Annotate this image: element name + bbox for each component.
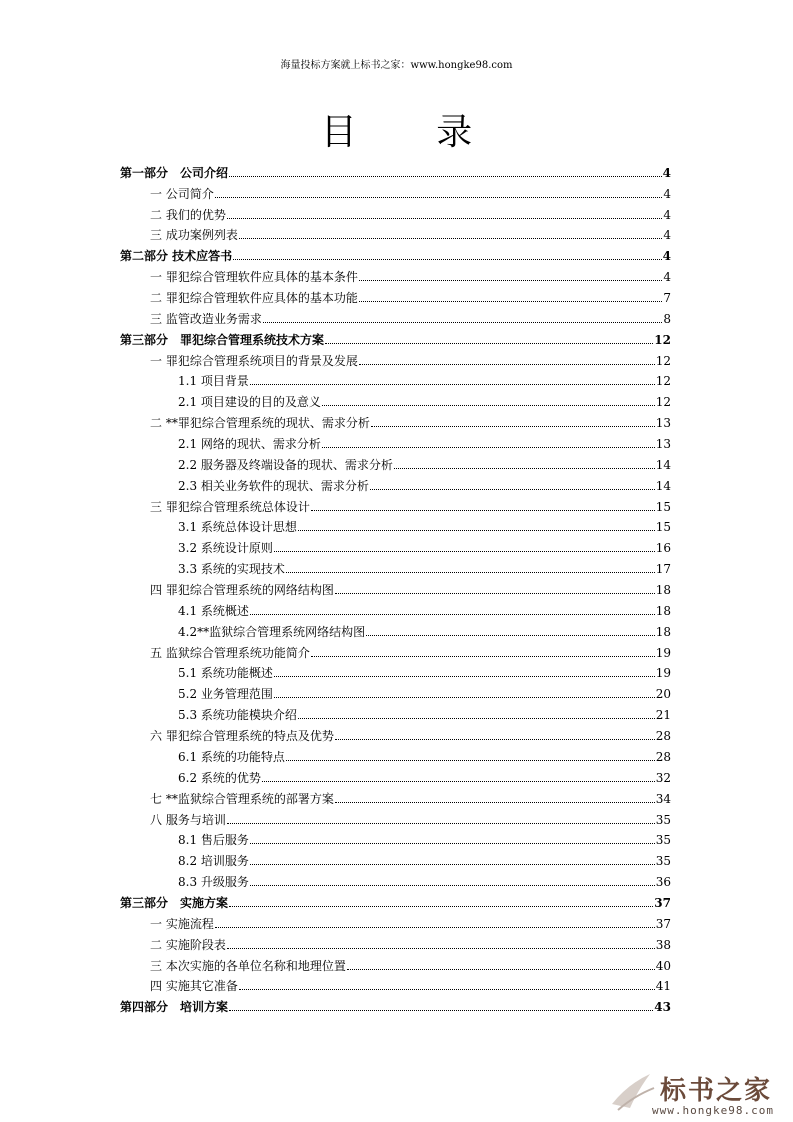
- toc-entry-label: 4.2**监狱综合管理系统网络结构图: [178, 624, 366, 639]
- toc-entry[interactable]: [120, 430, 671, 451]
- toc-entry-page: 13: [655, 437, 671, 452]
- toc-entry-page: 17: [655, 562, 671, 577]
- toc-entry[interactable]: [120, 847, 671, 868]
- toc-entry[interactable]: [120, 347, 671, 368]
- toc-dot-leader: [250, 614, 655, 615]
- toc-dot-leader: [322, 405, 655, 406]
- toc-entry-label: 2.1 网络的现状、需求分析: [178, 437, 321, 452]
- toc-entry-page: 37: [655, 916, 671, 931]
- toc-dot-leader: [227, 948, 655, 949]
- toc-dot-leader: [274, 697, 655, 698]
- toc-dot-leader: [239, 238, 663, 239]
- toc-entry[interactable]: [120, 305, 671, 326]
- toc-entry-page: 4: [662, 165, 671, 180]
- toc-entry-label: 第四部分 培训方案: [120, 1000, 229, 1015]
- toc-dot-leader: [229, 906, 653, 907]
- toc-entry-label: 八 服务与培训: [150, 812, 226, 827]
- toc-entry[interactable]: [120, 493, 671, 514]
- toc-entry-label: 六 罪犯综合管理系统的特点及优势: [150, 729, 334, 744]
- toc-entry[interactable]: [120, 159, 671, 180]
- toc-entry[interactable]: [120, 180, 671, 201]
- toc-entry[interactable]: [120, 514, 671, 535]
- toc-entry-label: 第三部分 实施方案: [120, 895, 229, 910]
- toc-entry-label: 三 监管改造业务需求: [150, 311, 262, 326]
- toc-entry-label: 3.1 系统总体设计思想: [178, 520, 297, 535]
- toc-entry-label: 2.2 服务器及终端设备的现状、需求分析: [178, 457, 393, 472]
- toc-dot-leader: [239, 989, 655, 990]
- toc-entry-page: 28: [655, 749, 671, 764]
- toc-dot-leader: [250, 885, 655, 886]
- toc-entry-page: 12: [655, 353, 671, 368]
- logo-text: 标书之家: [660, 1076, 773, 1106]
- toc-entry[interactable]: [120, 409, 671, 430]
- toc-entry-page: 8: [663, 311, 671, 326]
- toc-entry[interactable]: [120, 368, 671, 389]
- toc-entry[interactable]: [120, 722, 671, 743]
- toc-entry-page: 32: [655, 770, 671, 785]
- toc-dot-leader: [298, 718, 655, 719]
- toc-entry-label: 4.1 系统概述: [178, 603, 249, 618]
- toc-entry[interactable]: [120, 576, 671, 597]
- toc-entry[interactable]: [120, 806, 671, 827]
- toc-entry[interactable]: [120, 388, 671, 409]
- toc-entry-page: 43: [654, 1000, 671, 1015]
- toc-entry-page: 4: [663, 228, 671, 243]
- logo-mark-icon: [608, 1070, 658, 1116]
- toc-dot-leader: [263, 322, 663, 323]
- toc-entry-page: 34: [655, 791, 671, 806]
- toc-entry-label: 三 罪犯综合管理系统总体设计: [150, 499, 310, 514]
- toc-entry-label: 一 公司简介: [150, 186, 214, 201]
- toc-entry[interactable]: [120, 889, 671, 910]
- toc-entry-label: 五 监狱综合管理系统功能简介: [150, 645, 310, 660]
- toc-entry-page: 12: [654, 332, 671, 347]
- toc-dot-leader: [394, 468, 655, 469]
- logo-url: www.hongke98.com: [652, 1104, 774, 1117]
- toc-dot-leader: [274, 551, 655, 552]
- toc-dot-leader: [311, 656, 655, 657]
- toc-entry[interactable]: [120, 952, 671, 973]
- toc-entry-page: 7: [663, 291, 671, 306]
- toc-entry[interactable]: [120, 534, 671, 555]
- toc-entry-label: 5.3 系统功能模块介绍: [178, 708, 297, 723]
- toc-dot-leader: [366, 635, 655, 636]
- toc-dot-leader: [325, 343, 653, 344]
- toc-entry-label: 二 我们的优势: [150, 207, 226, 222]
- toc-entry-label: 8.3 升级服务: [178, 875, 249, 890]
- toc-dot-leader: [250, 384, 655, 385]
- toc-entry-page: 18: [655, 624, 671, 639]
- toc-dot-leader: [227, 823, 655, 824]
- toc-entry-label: 2.3 相关业务软件的现状、需求分析: [178, 478, 369, 493]
- toc-entry-page: 41: [655, 979, 671, 994]
- toc-entry-page: 4: [663, 207, 671, 222]
- toc-entry-page: 28: [655, 729, 671, 744]
- toc-entry-page: 21: [655, 708, 671, 723]
- toc-entry-page: 19: [655, 645, 671, 660]
- toc-entry-page: 4: [663, 270, 671, 285]
- toc-entry-page: 4: [663, 186, 671, 201]
- toc-dot-leader: [286, 760, 655, 761]
- toc-dot-leader: [347, 969, 655, 970]
- toc-dot-leader: [298, 530, 655, 531]
- toc-entry-label: 2.1 项目建设的目的及意义: [178, 395, 321, 410]
- page-title: 目 录: [320, 112, 507, 153]
- toc-entry[interactable]: [120, 597, 671, 618]
- toc-entry-page: 13: [655, 416, 671, 431]
- toc-entry[interactable]: [120, 701, 671, 722]
- toc-entry-page: 15: [655, 520, 671, 535]
- toc-entry[interactable]: [120, 555, 671, 576]
- toc-dot-leader: [229, 176, 662, 177]
- toc-entry-label: 1.1 项目背景: [178, 374, 249, 389]
- toc-entry-page: 20: [655, 687, 671, 702]
- toc-entry[interactable]: [120, 785, 671, 806]
- toc-entry-label: 8.1 售后服务: [178, 833, 249, 848]
- toc-entry[interactable]: [120, 263, 671, 284]
- toc-entry-page: 15: [655, 499, 671, 514]
- toc-entry-label: 一 实施流程: [150, 916, 214, 931]
- toc-entry[interactable]: [120, 764, 671, 785]
- toc-dot-leader: [233, 259, 661, 260]
- toc-entry[interactable]: [120, 472, 671, 493]
- toc-entry-label: 二 实施阶段表: [150, 937, 226, 952]
- toc-entry-label: 6.1 系统的功能特点: [178, 749, 285, 764]
- toc-entry-label: 3.2 系统设计原则: [178, 541, 273, 556]
- toc-entry-page: 16: [655, 541, 671, 556]
- toc-entry-label: 第三部分 罪犯综合管理系统技术方案: [120, 332, 325, 347]
- toc-entry[interactable]: [120, 451, 671, 472]
- toc-entry[interactable]: [120, 660, 671, 681]
- toc-dot-leader: [311, 510, 655, 511]
- toc-entry-page: 14: [655, 478, 671, 493]
- toc-entry[interactable]: [120, 618, 671, 639]
- toc-entry-label: 四 实施其它准备: [150, 979, 238, 994]
- toc-entry[interactable]: [120, 201, 671, 222]
- toc-entry[interactable]: [120, 993, 671, 1014]
- toc-entry-label: 二 **罪犯综合管理系统的现状、需求分析: [150, 416, 370, 431]
- toc-entry-label: 三 成功案例列表: [150, 228, 238, 243]
- toc-dot-leader: [370, 489, 655, 490]
- toc-entry-label: 5.1 系统功能概述: [178, 666, 273, 681]
- toc-entry-page: 18: [655, 603, 671, 618]
- toc-dot-leader: [322, 447, 655, 448]
- toc-entry-page: 35: [655, 833, 671, 848]
- toc-entry-page: 38: [655, 937, 671, 952]
- toc-entry-page: 4: [662, 249, 671, 264]
- toc-dot-leader: [335, 739, 655, 740]
- toc-dot-leader: [215, 197, 663, 198]
- toc-entry-label: 三 本次实施的各单位名称和地理位置: [150, 958, 346, 973]
- toc-dot-leader: [262, 781, 655, 782]
- toc-entry-page: 35: [655, 854, 671, 869]
- toc-dot-leader: [335, 593, 655, 594]
- toc-entry[interactable]: [120, 827, 671, 848]
- toc-entry-label: 一 罪犯综合管理软件应具体的基本条件: [150, 270, 358, 285]
- toc-entry-label: 一 罪犯综合管理系统项目的背景及发展: [150, 353, 358, 368]
- toc-entry-page: 19: [655, 666, 671, 681]
- toc-entry[interactable]: [120, 326, 671, 347]
- toc-entry[interactable]: [120, 222, 671, 243]
- toc-entry-page: 12: [655, 395, 671, 410]
- toc-entry-page: 35: [655, 812, 671, 827]
- toc-entry-label: 3.3 系统的实现技术: [178, 562, 285, 577]
- toc-entry-page: 18: [655, 583, 671, 598]
- toc-dot-leader: [359, 301, 663, 302]
- toc-dot-leader: [335, 802, 655, 803]
- toc-dot-leader: [250, 864, 655, 865]
- toc-dot-leader: [359, 280, 663, 281]
- toc-dot-leader: [215, 927, 655, 928]
- toc-entry-label: 四 罪犯综合管理系统的网络结构图: [150, 583, 334, 598]
- toc-entry[interactable]: [120, 868, 671, 889]
- toc-entry[interactable]: [120, 680, 671, 701]
- toc-entry[interactable]: [120, 242, 671, 263]
- toc-entry[interactable]: [120, 284, 671, 305]
- toc-entry[interactable]: [120, 973, 671, 994]
- toc-dot-leader: [274, 676, 655, 677]
- toc-dot-leader: [227, 218, 663, 219]
- toc-entry-label: 8.2 培训服务: [178, 854, 249, 869]
- toc-dot-leader: [250, 843, 655, 844]
- toc-entry-page: 37: [654, 895, 671, 910]
- toc-dot-leader: [371, 426, 655, 427]
- table-of-contents: [120, 159, 671, 1014]
- toc-entry[interactable]: [120, 639, 671, 660]
- toc-entry-page: 36: [655, 875, 671, 890]
- toc-entry-label: 七 **监狱综合管理系统的部署方案: [150, 791, 334, 806]
- toc-entry[interactable]: [120, 743, 671, 764]
- header-note: 海量投标方案就上标书之家：www.hongke98.com: [280, 60, 513, 71]
- toc-entry-page: 40: [655, 958, 671, 973]
- toc-entry-label: 6.2 系统的优势: [178, 770, 261, 785]
- brand-logo: [608, 1070, 788, 1120]
- toc-entry-label: 第一部分 公司介绍: [120, 165, 229, 180]
- toc-entry-page: 12: [655, 374, 671, 389]
- toc-entry-page: 14: [655, 457, 671, 472]
- toc-dot-leader: [286, 572, 655, 573]
- toc-entry-label: 第二部分 技术应答书: [120, 249, 233, 264]
- toc-entry[interactable]: [120, 931, 671, 952]
- toc-dot-leader: [229, 1010, 653, 1011]
- toc-entry-label: 5.2 业务管理范围: [178, 687, 273, 702]
- toc-entry[interactable]: [120, 910, 671, 931]
- toc-dot-leader: [359, 364, 655, 365]
- toc-entry-label: 二 罪犯综合管理软件应具体的基本功能: [150, 291, 358, 306]
